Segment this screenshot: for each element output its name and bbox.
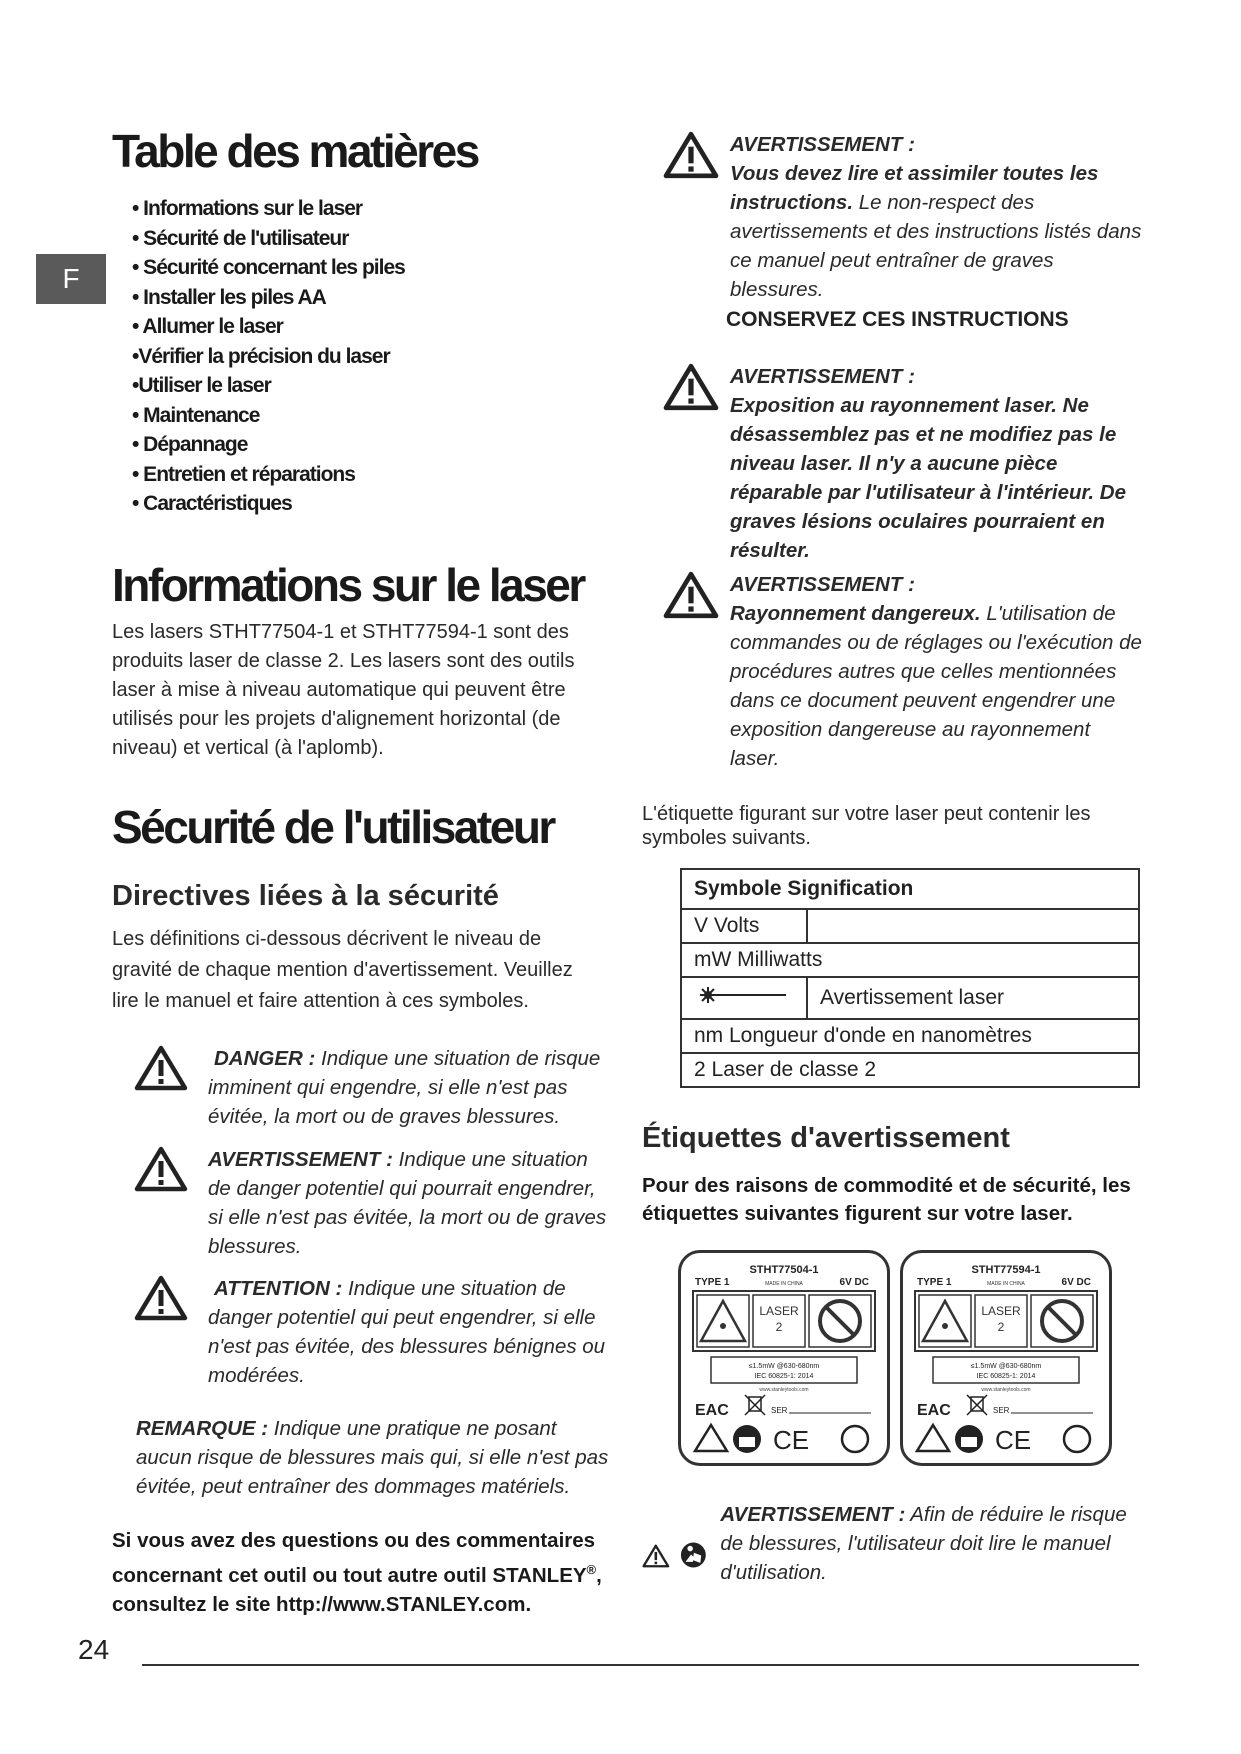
toc-item[interactable]: • Allumer le laser [132,315,283,338]
warning-laser-exposure [662,362,1142,565]
ce-mark: CE [772,1425,810,1455]
product-label-card [900,1250,1112,1466]
label-website: www.stanleytools.com [759,1387,809,1393]
warning-text: Indique une situation de danger potentiel qui pourrait engendrer, si elle n'est pas évitée, la mort ou de graves blessures. [208,1148,607,1258]
contact-link[interactable]: , consultez le site http://www.STANLEY.com. [112,1563,602,1616]
toc-item[interactable]: •Vérifier la précision du laser [132,344,390,368]
note-label: REMARQUE : [136,1417,269,1440]
danger-text: Indique une situation de risque imminent qui engendre, si elle n'est pas évitée, la mort ou de graves blessures. [208,1047,601,1128]
caution-label: ATTENTION : [214,1277,343,1300]
table-row [681,909,1139,943]
laser-beam-icon [694,983,794,1007]
made-in: MADE IN CHINA [765,1281,803,1287]
warning-definition [134,1145,614,1261]
warning-2-label: AVERTISSEMENT : [730,365,915,388]
read-manual-warning [642,1500,1142,1587]
contact-info [112,1526,612,1619]
table-row [681,1053,1139,1087]
warning-triangle-icon [662,130,720,180]
table-cell: Avertissement laser [807,977,1139,1019]
warning-1-text: Le non-respect des avertissements et des instructions listés dans ce manuel peut entraîner de graves blessures. [730,191,1142,301]
toc-item[interactable]: • Maintenance [132,403,260,427]
toc-title: Table des matières [112,125,478,177]
serial-label: SER [993,1406,1010,1415]
warning-triangle-icon [662,570,720,620]
warning-triangle-icon [642,1530,670,1582]
laser-spec-power: ≤1.5mW @630-680nm [748,1363,820,1370]
eac-mark: EAC [917,1402,951,1419]
registered-mark: ® [586,1562,597,1577]
laser-spec-standard: IEC 60825-1: 2014 [754,1373,814,1380]
serial-label: SER [771,1406,788,1415]
laser-class: 2 [775,1320,783,1334]
note-text: Indique une pratique ne posant aucun risque de blessures mais qui, si elle n'est pas évitée, peut entraîner des dommages matériels. [136,1417,609,1498]
table-header: Symbole Signification [681,869,1139,909]
table-cell: 2 Laser de classe 2 [681,1053,1139,1087]
safety-guidelines-subtitle: Directives liées à la sécurité [112,880,499,912]
table-cell: mW Milliwatts [681,943,1139,977]
symbols-intro: L'étiquette figurant sur votre laser peut contenir les symboles suivants. [642,803,1091,849]
toc-item[interactable]: • Sécurité concernant les piles [132,256,405,279]
final-warning-text: Afin de réduire le risque de blessures, l'utilisateur doit lire le manuel d'utilisation. [720,1503,1127,1584]
table-cell [681,977,807,1019]
laser-class: 2 [997,1320,1005,1334]
label-website: www.stanleytools.com [981,1387,1031,1393]
laser-word: LASER [759,1304,799,1318]
toc-item[interactable]: • Installer les piles AA [132,285,326,309]
caution-definition [134,1274,614,1390]
toc-item[interactable]: • Entretien et réparations [132,462,355,486]
contact-text: Si vous avez des questions ou des commentaires concernant cet outil ou tout autre outil STANLEY [112,1529,596,1587]
warning-label: AVERTISSEMENT : [208,1148,393,1171]
table-cell: V Volts [681,909,807,943]
label-type: TYPE 1 [917,1277,952,1288]
laser-word: LASER [981,1304,1021,1318]
table-row [681,1019,1139,1053]
warning-read-instructions [662,130,1142,304]
warning-3-bold: Rayonnement dangereux. [730,602,981,625]
note-definition [136,1414,616,1501]
laser-info-title: Informations sur le laser [112,559,584,611]
table-row [681,977,1139,1019]
warning-labels-title: Étiquettes d'avertissement [642,1122,1010,1154]
warning-triangle-icon [662,362,720,412]
eac-mark: EAC [695,1402,729,1419]
final-warning-label: AVERTISSEMENT : [720,1503,906,1526]
footer-divider [142,1664,1139,1666]
table-header-row [681,869,1139,909]
user-safety-title: Sécurité de l'utilisateur [112,801,554,853]
keep-instructions: CONSERVEZ CES INSTRUCTIONS [726,308,1069,331]
table-cell [807,909,1139,943]
language-tab: F [36,254,106,304]
laser-info-text: Les lasers STHT77504-1 et STHT77594-1 sont des produits laser de classe 2. Les lasers sont des outils laser à mise à niveau automatique qui peuvent être utilisés pour les projets d'alignement horizontal (de niveau) et vertical (à l'aplomb). [112,621,575,759]
warning-triangle-icon [134,1044,188,1092]
power-rating: 6V DC [839,1277,869,1288]
model-number: STHT77594-1 [971,1264,1041,1276]
warning-dangerous-radiation [662,570,1142,773]
warning-3-text: L'utilisation de commandes ou de réglages ou l'exécution de procédures autres que celles mentionnées dans ce document peuvent engendrer une exposition dangereuse au rayonnement laser. [730,602,1142,770]
made-in: MADE IN CHINA [987,1281,1025,1287]
warning-triangle-icon [134,1145,188,1193]
warning-1-label: AVERTISSEMENT : [730,133,915,156]
warning-3-label: AVERTISSEMENT : [730,573,915,596]
toc-item[interactable]: • Informations sur le laser [132,197,363,220]
safety-intro: Les définitions ci-dessous décrivent le niveau de gravité de chaque mention d'avertissement. Veuillez lire le manuel et faire attention à ces symboles. [112,928,573,1012]
toc-item[interactable]: • Sécurité de l'utilisateur [132,226,349,250]
toc-list [132,194,552,519]
recycle-icon [1064,1426,1090,1452]
read-manual-icon [680,1526,707,1584]
warning-1-bold: Vous devez lire et assimiler toutes les instructions. [730,162,1099,214]
danger-label: DANGER : [214,1047,316,1070]
symbols-table [680,868,1140,1088]
warning-triangle-icon [917,1425,949,1451]
ce-mark: CE [994,1425,1032,1455]
toc-item[interactable]: • Dépannage [132,433,248,456]
warning-2-bold: Exposition au rayonnement laser. Ne désassemblez pas et ne modifiez pas le niveau laser. Il n'y a aucune pièce réparable par l'utilisateur à l'intérieur. De graves lésions oculaires pourraient en résulter. [730,394,1126,562]
laser-spec-power: ≤1.5mW @630-680nm [970,1363,1042,1370]
weee-bin-icon [967,1395,987,1415]
product-label-card [678,1250,890,1466]
weee-bin-icon [745,1395,765,1415]
warning-triangle-icon [695,1425,727,1451]
toc-item[interactable]: • Caractéristiques [132,492,292,515]
page-number: 24 [78,1634,110,1665]
label-type: TYPE 1 [695,1277,730,1288]
power-rating: 6V DC [1061,1277,1091,1288]
model-number: STHT77504-1 [749,1264,819,1276]
toc-item[interactable]: •Utiliser le laser [132,374,271,397]
warning-labels-intro: Pour des raisons de commodité et de sécurité, les étiquettes suivantes figurent sur votre laser. [642,1174,1131,1225]
caution-text: Indique une situation de danger potentiel qui peut engendrer, si elle n'est pas évitée, des blessures bénignes ou modérées. [208,1277,606,1387]
laser-spec-standard: IEC 60825-1: 2014 [976,1373,1036,1380]
danger-definition [134,1044,614,1131]
table-row [681,943,1139,977]
recycle-icon [842,1426,868,1452]
table-cell: nm Longueur d'onde en nanomètres [681,1019,1139,1053]
warning-triangle-icon [134,1274,188,1322]
